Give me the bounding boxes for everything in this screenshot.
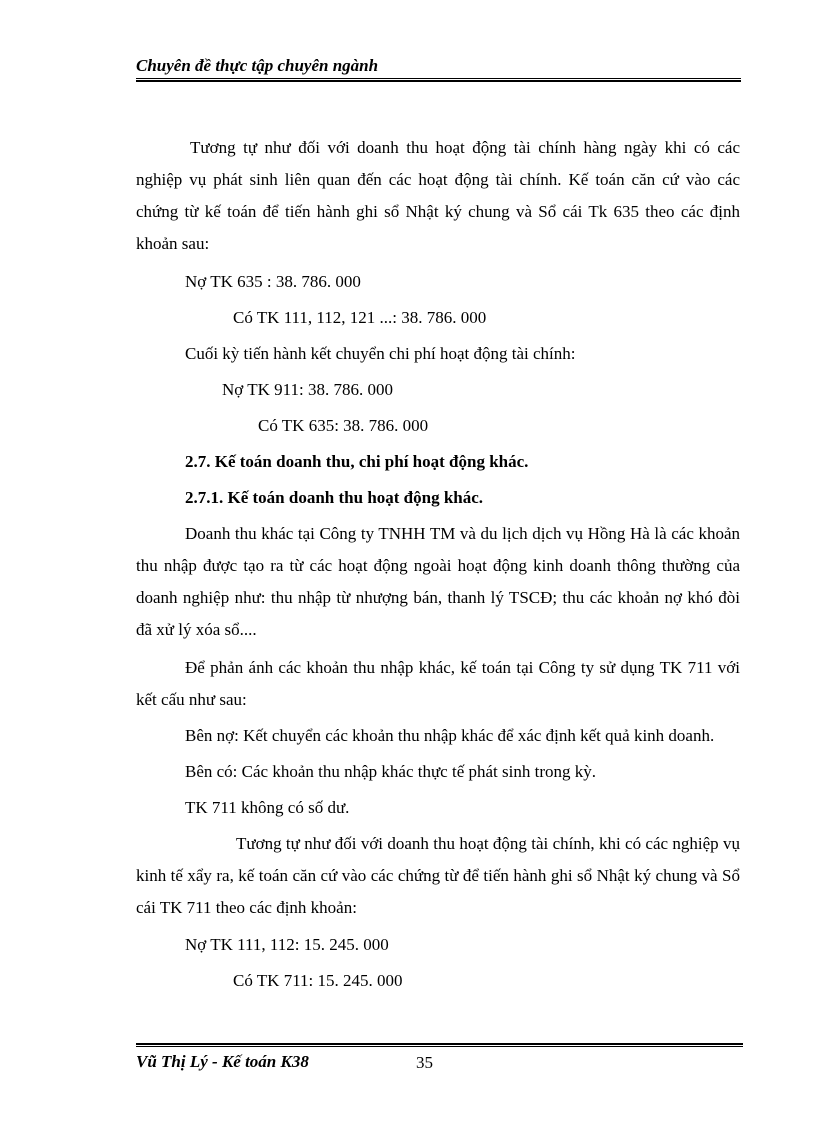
footer-rule-bold — [136, 1043, 743, 1045]
entry-credit-635: Có TK 635: 38. 786. 000 — [258, 416, 429, 435]
entry-debit-111-112: Nợ TK 111, 112: 15. 245. 000 — [185, 935, 389, 954]
credit-side-description: Bên có: Các khoản thu nhập khác thực tế phát sinh trong kỳ. — [185, 762, 596, 781]
section-heading-2-7-1: 2.7.1. Kế toán doanh thu hoạt động khác. — [185, 488, 484, 507]
header-rule — [136, 78, 741, 79]
page-number: 35 — [416, 1053, 433, 1072]
paragraph-tk711-structure: Để phản ánh các khoản thu nhập khác, kế toán tại Công ty sử dụng TK 711 với kết cấu như sau: — [136, 658, 740, 709]
entry-debit-911: Nợ TK 911: 38. 786. 000 — [222, 380, 393, 399]
debit-side-description: Bên nợ: Kết chuyển các khoản thu nhập khác để xác định kết quả kinh doanh. — [185, 726, 715, 745]
paragraph-intro: Tương tự như đối với doanh thu hoạt động tài chính hàng ngày khi có các nghiệp vụ phát sinh liên quan đến các hoạt động tài chính. Kế toán căn cứ vào các chứng từ kế toán để tiến hành ghi sổ Nhật ký chung và Sổ cái Tk 635 theo các định khoản sau: — [136, 138, 740, 253]
entry-credit-711: Có TK 711: 15. 245. 000 — [233, 971, 403, 990]
section-heading-2-7: 2.7. Kế toán doanh thu, chi phí hoạt động khác. — [185, 452, 529, 471]
page-header-title: Chuyên đề thực tập chuyên ngành — [136, 56, 379, 75]
paragraph-other-revenue: Doanh thu khác tại Công ty TNHH TM và du lịch dịch vụ Hồng Hà là các khoản thu nhập được tạo ra từ các hoạt động ngoài hoạt động kinh doanh thông thường của doanh nghiệp như: thu nhập từ nhượng bán, thanh lý TSCĐ; thu các khoản nợ khó đòi đã xử lý xóa sổ.... — [136, 524, 740, 639]
paragraph-tk711-entries: Tương tự như đối với doanh thu hoạt động tài chính, khi có các nghiệp vụ kinh tế xẩy ra, kế toán căn cứ vào các chứng từ để tiến hành ghi sổ Nhật ký chung và Sổ cái TK 711 theo các định khoản: — [136, 834, 740, 917]
entry-debit-635: Nợ TK 635 : 38. 786. 000 — [185, 272, 361, 291]
header-rule-bold — [136, 80, 741, 82]
footer-author: Vũ Thị Lý - Kế toán K38 — [136, 1052, 309, 1071]
balance-note: TK 711 không có số dư. — [185, 798, 350, 817]
entry-credit-111: Có TK 111, 112, 121 ...: 38. 786. 000 — [233, 308, 487, 327]
footer-rule — [136, 1046, 743, 1047]
paragraph-closing-transfer: Cuối kỳ tiến hành kết chuyển chi phí hoạt động tài chính: — [185, 344, 576, 363]
